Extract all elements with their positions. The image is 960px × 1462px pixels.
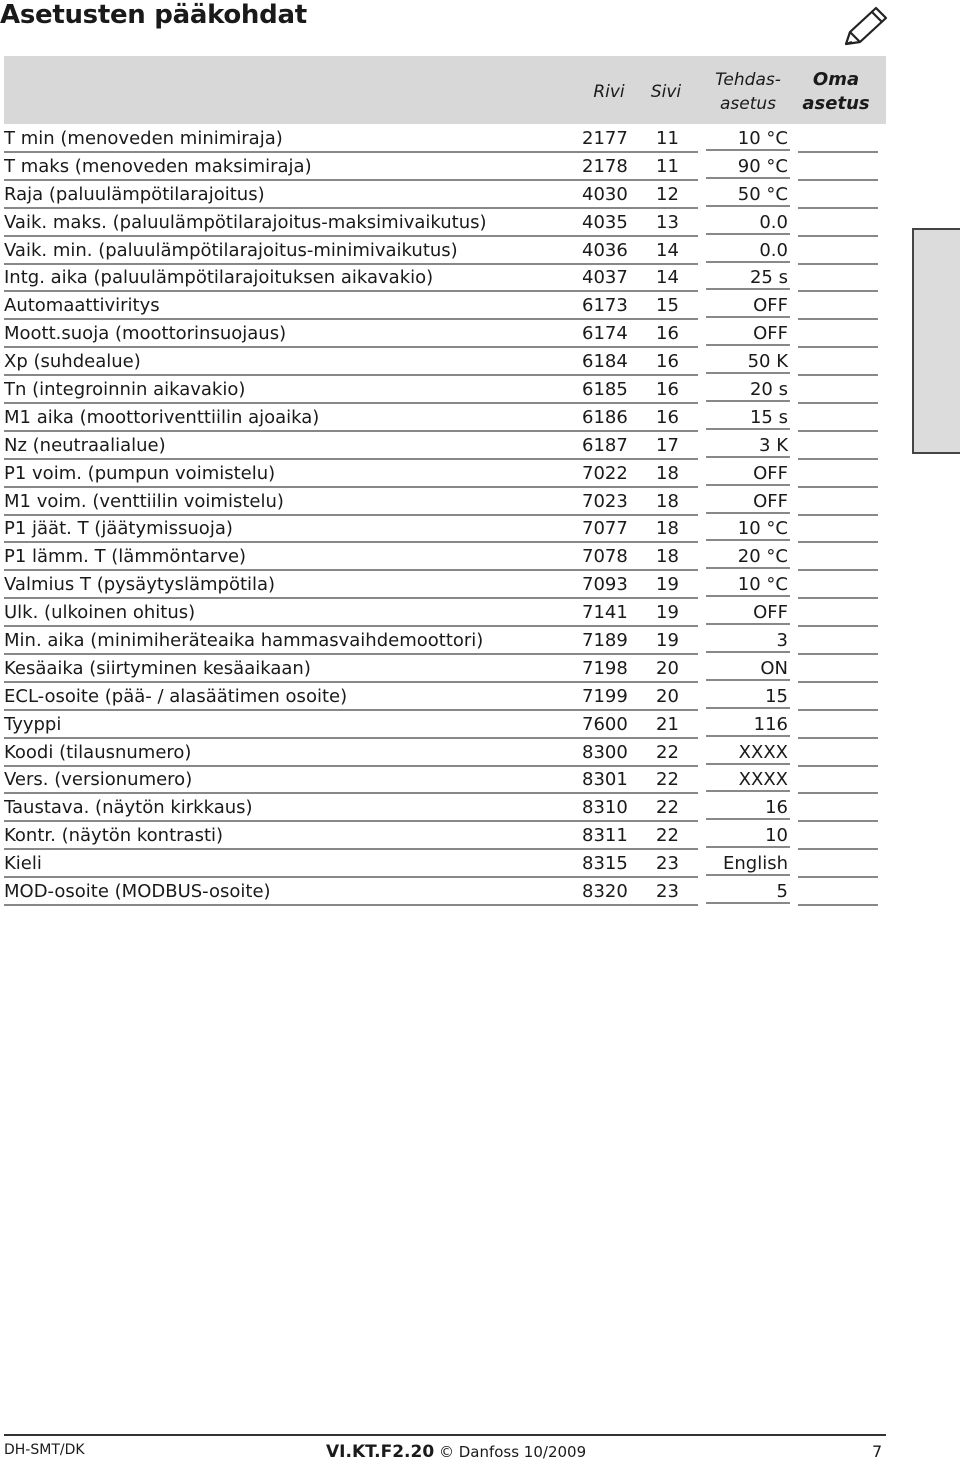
page-number: 7 [872, 1442, 883, 1461]
table-row [0, 878, 900, 906]
own-setting-field [798, 153, 878, 181]
own-setting-field [798, 711, 878, 739]
factory-setting: ON [706, 655, 790, 681]
setting-page: 20 [656, 685, 679, 707]
setting-name: Koodi (tilausnumero) [4, 739, 698, 767]
table-row [0, 264, 900, 292]
table-row [0, 432, 900, 460]
own-setting-field [798, 432, 878, 460]
column-header-own-line2: asetus [802, 93, 870, 114]
table-row [0, 237, 900, 265]
setting-line: 2177 [582, 128, 628, 149]
factory-setting: 0.0 [706, 237, 790, 263]
own-setting-field [798, 292, 878, 320]
own-setting-field [798, 237, 878, 265]
setting-name: Nz (neutraalialue) [4, 432, 698, 460]
setting-name: Kontr. (näytön kontrasti) [4, 822, 698, 850]
setting-name: Tn (integroinnin aikavakio) [4, 376, 698, 404]
factory-setting: XXXX [706, 739, 790, 765]
factory-setting: 5 [706, 878, 790, 904]
own-setting-field [798, 878, 878, 906]
column-header-factory-line1: Tehdas- [715, 70, 781, 90]
setting-name: Min. aika (minimiheräteaika hammasvaihdemoottori) [4, 627, 698, 655]
own-setting-field [798, 850, 878, 878]
setting-name: Kieli [4, 850, 698, 878]
setting-line: 7022 [582, 462, 628, 484]
setting-name: Tyyppi [4, 711, 698, 739]
setting-name: Raja (paluulämpötilarajoitus) [4, 181, 698, 209]
column-header-factory-line2: asetus [719, 94, 777, 114]
table-row [0, 404, 900, 432]
setting-line: 6173 [582, 295, 628, 317]
setting-name: M1 voim. (venttiilin voimistelu) [4, 488, 698, 516]
setting-line: 7600 [582, 713, 628, 735]
factory-setting: 50 °C [706, 181, 790, 207]
setting-name: Intg. aika (paluulämpötilarajoituksen aikavakio) [4, 264, 698, 292]
own-setting-field [798, 766, 878, 794]
table-row [0, 292, 900, 320]
setting-name: Valmius T (pysäytyslämpötila) [4, 571, 698, 599]
factory-setting: 3 [706, 627, 790, 653]
setting-page: 15 [656, 295, 679, 317]
factory-setting: 116 [706, 711, 790, 737]
factory-setting: 10 [706, 822, 790, 848]
setting-line: 7198 [582, 657, 628, 679]
side-tab [912, 228, 960, 454]
own-setting-field [798, 209, 878, 237]
factory-setting: OFF [706, 320, 790, 346]
setting-page: 14 [656, 239, 679, 261]
own-setting-field [798, 822, 878, 850]
column-header-sivi: Sivi [650, 82, 682, 102]
setting-line: 8301 [582, 769, 628, 791]
setting-page: 16 [656, 351, 679, 373]
setting-line: 4037 [582, 267, 628, 289]
footer-doc-id: DH-SMT/DK [4, 1442, 85, 1458]
factory-setting: 3 K [706, 432, 790, 458]
table-row [0, 627, 900, 655]
own-setting-field [798, 515, 878, 543]
factory-setting: 10 °C [706, 515, 790, 541]
setting-name: Taustava. (näytön kirkkaus) [4, 794, 698, 822]
setting-line: 7199 [582, 685, 628, 707]
setting-page: 11 [656, 155, 679, 177]
setting-line: 6187 [582, 434, 628, 456]
setting-name: P1 voim. (pumpun voimistelu) [4, 460, 698, 488]
table-row [0, 181, 900, 209]
own-setting-field [798, 348, 878, 376]
factory-setting: 0.0 [706, 209, 790, 235]
setting-line: 7077 [582, 518, 628, 540]
footer-center [326, 1442, 586, 1462]
setting-line: 8310 [582, 797, 628, 819]
factory-setting: OFF [706, 292, 790, 318]
setting-name: P1 jäät. T (jäätymissuoja) [4, 515, 698, 543]
table-row [0, 794, 900, 822]
table-row [0, 683, 900, 711]
table-row [0, 376, 900, 404]
setting-page: 19 [656, 630, 679, 652]
column-header-factory [706, 68, 790, 116]
setting-line: 8300 [582, 741, 628, 763]
factory-setting: XXXX [706, 766, 790, 792]
setting-page: 16 [656, 323, 679, 345]
setting-page: 17 [656, 434, 679, 456]
setting-name: ECL-osoite (pää- / alasäätimen osoite) [4, 683, 698, 711]
column-header-own [796, 68, 876, 116]
factory-setting: 50 K [706, 348, 790, 374]
factory-setting: OFF [706, 599, 790, 625]
factory-setting: OFF [706, 460, 790, 486]
setting-page: 18 [656, 518, 679, 540]
setting-line: 4035 [582, 211, 628, 233]
setting-name: Xp (suhdealue) [4, 348, 698, 376]
own-setting-field [798, 460, 878, 488]
setting-line: 6186 [582, 406, 628, 428]
setting-page: 22 [656, 797, 679, 819]
factory-setting: 10 °C [706, 125, 790, 151]
setting-name: Kesäaika (siirtyminen kesäaikaan) [4, 655, 698, 683]
table-row [0, 153, 900, 181]
setting-page: 16 [656, 379, 679, 401]
setting-page: 22 [656, 769, 679, 791]
table-row [0, 209, 900, 237]
own-setting-field [798, 488, 878, 516]
setting-page: 22 [656, 741, 679, 763]
table-row [0, 711, 900, 739]
setting-page: 12 [656, 183, 679, 205]
own-setting-field [798, 683, 878, 711]
own-setting-field [798, 320, 878, 348]
factory-setting: 90 °C [706, 153, 790, 179]
setting-page: 19 [656, 574, 679, 596]
table-row [0, 348, 900, 376]
own-setting-field [798, 376, 878, 404]
setting-page: 23 [656, 853, 679, 875]
own-setting-field [798, 543, 878, 571]
setting-line: 6174 [582, 323, 628, 345]
factory-setting: 15 s [706, 404, 790, 430]
setting-line: 8320 [582, 881, 628, 903]
factory-setting: 20 s [706, 376, 790, 402]
setting-name: MOD-osoite (MODBUS-osoite) [4, 878, 698, 906]
factory-setting: OFF [706, 488, 790, 514]
table-row [0, 125, 900, 153]
page-title: Asetusten pääkohdat [0, 0, 307, 30]
setting-line: 6185 [582, 379, 628, 401]
setting-page: 13 [656, 211, 679, 233]
factory-setting: 20 °C [706, 543, 790, 569]
table-row [0, 822, 900, 850]
column-header-rivi: Rivi [593, 82, 625, 102]
setting-page: 22 [656, 825, 679, 847]
table-row [0, 739, 900, 767]
factory-setting: 10 °C [706, 571, 790, 597]
setting-name: Vaik. min. (paluulämpötilarajoitus-minimivaikutus) [4, 237, 698, 265]
setting-page: 14 [656, 267, 679, 289]
setting-line: 6184 [582, 351, 628, 373]
setting-name: T min (menoveden minimiraja) [4, 125, 698, 153]
table-row [0, 571, 900, 599]
setting-line: 7023 [582, 490, 628, 512]
own-setting-field [798, 404, 878, 432]
factory-setting: 25 s [706, 264, 790, 290]
table-row [0, 850, 900, 878]
setting-line: 7141 [582, 602, 628, 624]
setting-line: 8311 [582, 825, 628, 847]
setting-line: 7189 [582, 630, 628, 652]
setting-page: 18 [656, 546, 679, 568]
setting-name: P1 lämm. T (lämmöntarve) [4, 543, 698, 571]
setting-page: 20 [656, 657, 679, 679]
setting-name: Automaattiviritys [4, 292, 698, 320]
setting-page: 23 [656, 881, 679, 903]
table-row [0, 599, 900, 627]
setting-page: 19 [656, 602, 679, 624]
footer-code: VI.KT.F2.20 [326, 1442, 435, 1462]
setting-name: M1 aika (moottoriventtiilin ajoaika) [4, 404, 698, 432]
setting-line: 7078 [582, 546, 628, 568]
pencil-icon [838, 4, 890, 52]
footer-copyright: © Danfoss 10/2009 [438, 1443, 587, 1461]
setting-line: 4030 [582, 183, 628, 205]
factory-setting: 16 [706, 794, 790, 820]
table-row [0, 655, 900, 683]
setting-page: 18 [656, 462, 679, 484]
own-setting-field [798, 181, 878, 209]
settings-table [0, 125, 900, 906]
setting-name: T maks (menoveden maksimiraja) [4, 153, 698, 181]
column-header-own-line1: Oma [812, 69, 860, 90]
table-row [0, 488, 900, 516]
own-setting-field [798, 571, 878, 599]
setting-line: 7093 [582, 574, 628, 596]
table-row [0, 460, 900, 488]
own-setting-field [798, 125, 878, 153]
setting-name: Vaik. maks. (paluulämpötilarajoitus-maksimivaikutus) [4, 209, 698, 237]
setting-line: 2178 [582, 155, 628, 177]
factory-setting: English [706, 850, 790, 876]
table-row [0, 515, 900, 543]
setting-name: Vers. (versionumero) [4, 766, 698, 794]
setting-line: 8315 [582, 853, 628, 875]
table-row [0, 320, 900, 348]
own-setting-field [798, 655, 878, 683]
own-setting-field [798, 739, 878, 767]
table-row [0, 543, 900, 571]
setting-page: 21 [656, 713, 679, 735]
setting-page: 11 [656, 128, 679, 149]
own-setting-field [798, 599, 878, 627]
footer-divider [4, 1434, 886, 1436]
table-row [0, 766, 900, 794]
own-setting-field [798, 794, 878, 822]
own-setting-field [798, 264, 878, 292]
factory-setting: 15 [706, 683, 790, 709]
setting-page: 18 [656, 490, 679, 512]
own-setting-field [798, 627, 878, 655]
setting-page: 16 [656, 406, 679, 428]
setting-line: 4036 [582, 239, 628, 261]
setting-name: Ulk. (ulkoinen ohitus) [4, 599, 698, 627]
setting-name: Moott.suoja (moottorinsuojaus) [4, 320, 698, 348]
